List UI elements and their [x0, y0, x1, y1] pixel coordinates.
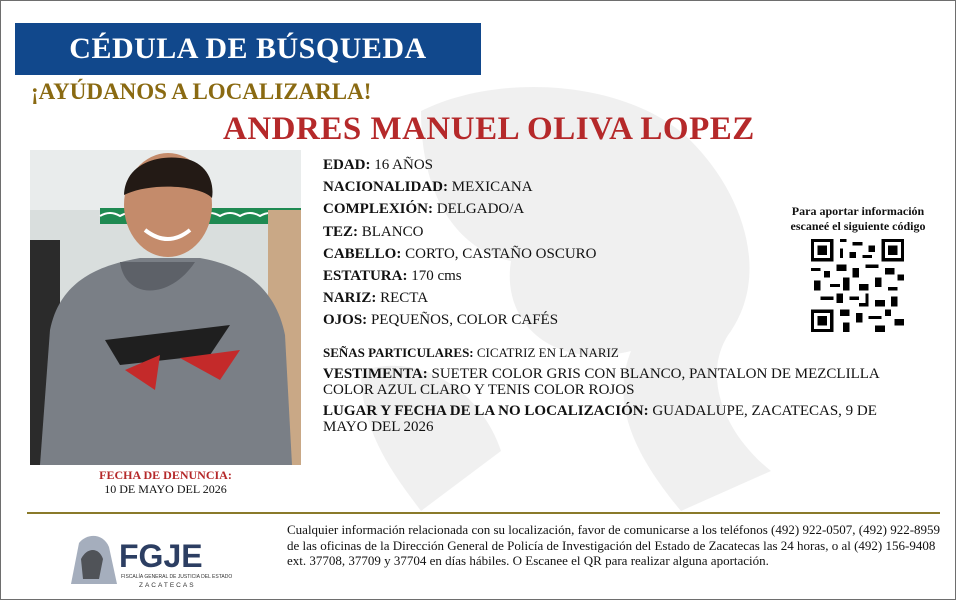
field-label: VESTIMENTA:: [323, 366, 428, 382]
subtitle: ¡AYÚDANOS A LOCALIZARLA!: [31, 79, 372, 104]
footer-contact-text: Cualquier información relacionada con su localización, favor de comunicarse a los teléfonos (492) 922-0507, (492) 922-8959 de las oficinas de la Dirección General de Policía de Investigación del Estado de Zacatecas las 24 horas, o al (492) 156-9408 ext. 37708, 37709 y 37704 en días hábiles. O Escanee el QR para realizar alguna aportación.: [287, 522, 941, 568]
divider: [27, 512, 940, 514]
field-label: COMPLEXIÓN:: [323, 201, 433, 218]
field-value: CORTO, CASTAÑO OSCURO: [405, 245, 597, 262]
person-photo: [30, 150, 301, 465]
field-label: ESTATURA:: [323, 268, 408, 285]
field-label: CABELLO:: [323, 245, 402, 262]
field-place: [323, 403, 923, 435]
field-label: NARIZ:: [323, 290, 377, 307]
field-value: DELGADO/A: [436, 201, 525, 218]
field-label: LUGAR Y FECHA DE LA NO LOCALIZACIÓN:: [323, 403, 649, 419]
logo-line1: FISCALÍA GENERAL DE JUSTICIA DEL ESTADO: [121, 574, 233, 580]
field-clothing: [323, 366, 923, 398]
field-value: 16 AÑOS: [374, 157, 434, 173]
field-age: [323, 154, 597, 176]
field-height: [323, 265, 597, 287]
field-value: CICATRIZ EN LA NARIZ: [476, 345, 619, 360]
field-value: PEQUEÑOS, COLOR CAFÉS: [370, 312, 559, 329]
field-label: TEZ:: [323, 223, 359, 240]
fgje-logo: [69, 529, 239, 591]
logo-line2: ZACATECAS: [139, 582, 196, 589]
field-value: RECTA: [380, 290, 429, 307]
extra-details: [323, 345, 923, 440]
field-nose: [323, 287, 597, 309]
field-label: SEÑAS PARTICULARES:: [323, 345, 474, 360]
field-value: BLANCO: [361, 223, 424, 240]
report-date-label: FECHA DE DENUNCIA:: [99, 468, 232, 482]
field-nationality: [323, 176, 597, 198]
field-value: 170 cms: [411, 268, 462, 285]
field-value: GUADALUPE, ZACATECAS, 9 DE MAYO DEL 2026: [323, 403, 877, 435]
details-list: [323, 154, 597, 332]
field-eyes: [323, 309, 597, 331]
field-value: SUETER COLOR GRIS CON BLANCO, PANTALON DE MEZCLILLA COLOR AZUL CLARO Y TENIS COLOR ROJOS: [323, 366, 879, 398]
qr-caption: [773, 204, 943, 234]
field-label: NACIONALIDAD:: [323, 179, 449, 196]
header-banner: [15, 23, 481, 75]
field-label: OJOS:: [323, 312, 368, 329]
qr-caption-line2: escaneé el siguiente código: [790, 219, 926, 233]
field-label: EDAD:: [323, 157, 371, 173]
report-date-value: 10 DE MAYO DEL 2026: [104, 482, 227, 496]
qr-caption-line1: Para aportar información: [791, 204, 925, 218]
logo-acronym: FGJE: [119, 538, 203, 574]
page-title: CÉDULA DE BÚSQUEDA: [69, 32, 427, 65]
field-skin: [323, 221, 597, 243]
person-name: ANDRES MANUEL OLIVA LOPEZ: [223, 111, 755, 147]
field-marks: [323, 345, 923, 361]
qr-code-icon[interactable]: [811, 239, 904, 332]
field-value: MEXICANA: [451, 179, 533, 196]
field-hair: [323, 243, 597, 265]
field-build: [323, 198, 597, 220]
